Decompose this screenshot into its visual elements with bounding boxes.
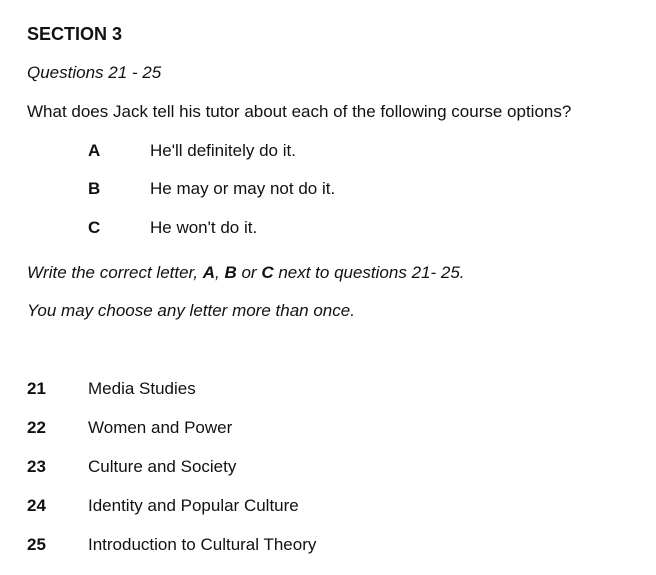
instruction-prefix: Write the correct letter, (27, 263, 203, 282)
instruction-letter-a: A (202, 263, 216, 282)
answer-instruction (27, 262, 465, 284)
instruction-letter-b: B (224, 263, 237, 282)
option-letter: B (88, 179, 101, 198)
question-number: 25 (27, 535, 46, 554)
option-text: He'll definitely do it. (150, 141, 296, 160)
section-title: SECTION 3 (27, 24, 123, 44)
course-option: Culture and Society (88, 457, 237, 476)
course-option: Introduction to Cultural Theory (88, 535, 317, 554)
instruction-letter-c: C (261, 263, 274, 282)
instruction-separator: , (215, 263, 225, 282)
question-number: 24 (27, 496, 46, 515)
option-letter: A (88, 141, 101, 160)
course-option: Media Studies (88, 379, 196, 398)
questions-range: Questions 21 - 25 (27, 63, 162, 82)
option-letter: C (88, 218, 101, 237)
course-option: Identity and Popular Culture (88, 496, 299, 515)
option-text: He may or may not do it. (150, 179, 336, 198)
instruction-note: You may choose any letter more than once. (27, 301, 355, 320)
course-option: Women and Power (88, 418, 233, 437)
question-number: 23 (27, 457, 46, 476)
question-number: 21 (27, 379, 46, 398)
question-number: 22 (27, 418, 46, 437)
instruction-separator: or (236, 263, 262, 282)
question-prompt: What does Jack tell his tutor about each of the following course options? (27, 102, 572, 121)
option-text: He won't do it. (150, 218, 258, 237)
instruction-suffix: next to questions 21- 25. (273, 263, 465, 282)
